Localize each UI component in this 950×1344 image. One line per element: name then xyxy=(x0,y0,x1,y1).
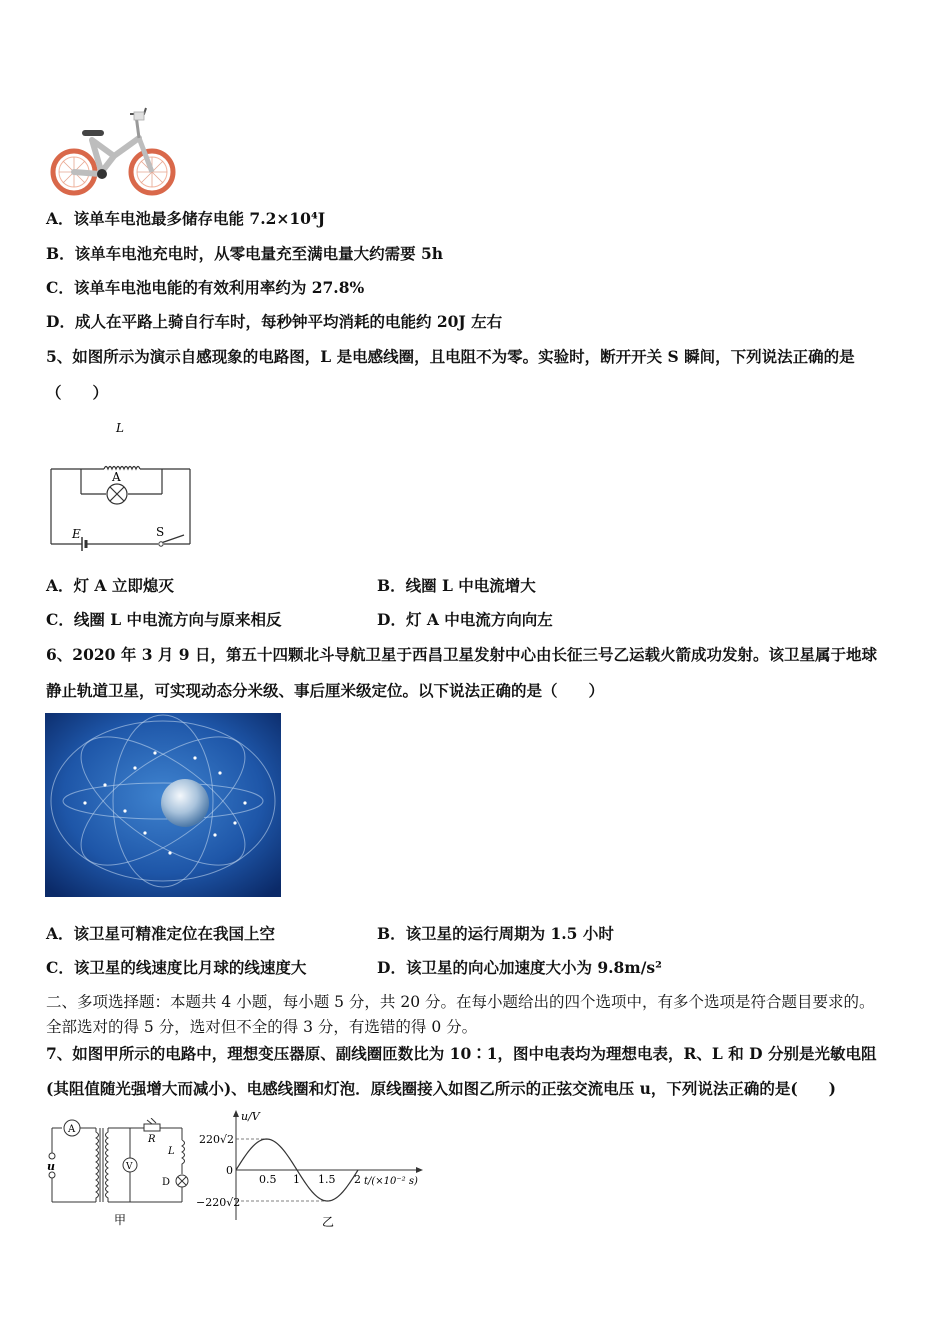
q6-stem-line2: 静止轨道卫星，可实现动态分米级、事后厘米级定位。以下说法正确的是（ ） xyxy=(46,681,605,700)
x-tick-label: 2 xyxy=(354,1173,361,1186)
label-d: D xyxy=(162,1177,171,1188)
x-axis-label: t/(×10⁻² s) xyxy=(364,1176,418,1187)
q7-stem-line1: 7、如图甲所示的电路中，理想变压器原、副线圈匝数比为 10∶1，图中电表均为理想电表，R、L 和 D 分别是光敏电阻 xyxy=(46,1044,877,1063)
y-max-label: 220√2 xyxy=(199,1133,235,1146)
q7-stem-line2: (其阻值随光强增大而减小)、电感线圈和灯泡．原线圈接入如图乙所示的正弦交流电压 u，下列说法正确的是( ) xyxy=(46,1079,837,1098)
q5-circuit-figure xyxy=(44,418,204,558)
bicycle-figure xyxy=(44,100,179,197)
label-s: S xyxy=(156,525,165,539)
label-ammeter: A xyxy=(68,1124,76,1135)
x-tick-label: 0.5 xyxy=(259,1173,277,1186)
label-e: E xyxy=(72,527,81,541)
section2-instructions-line1: 二、多项选择题：本题共 4 小题，每小题 5 分，共 20 分。在每小题给出的四个选项中，有多个选项是符合题目要求的。 xyxy=(46,993,875,1011)
q5-option-c: C．线圈 L 中电流方向与原来相反 xyxy=(46,610,282,629)
label-voltmeter: V xyxy=(126,1162,133,1172)
q5-stem-line1: 5、如图所示为演示自感现象的电路图，L 是电感线圈，且电阻不为零。实验时，断开开关 S 瞬间，下列说法正确的是 xyxy=(46,347,855,366)
q5-option-d: D．灯 A 中电流方向向左 xyxy=(377,610,553,629)
label-u: u xyxy=(47,1160,55,1173)
q5-stem-line2: （ ） xyxy=(46,383,109,402)
caption-yi: 乙 xyxy=(322,1215,335,1229)
origin-label: 0 xyxy=(226,1164,233,1177)
q6-option-a: A．该卫星可精准定位在我国上空 xyxy=(46,924,276,943)
x-tick-label: 1 xyxy=(293,1173,300,1186)
q5-option-a: A．灯 A 立即熄灭 xyxy=(46,576,174,595)
q4-option-b: B．该单车电池充电时，从零电量充至满电量大约需要 5h xyxy=(46,244,444,263)
label-r: R xyxy=(148,1134,156,1145)
y-min-label: −220√2 xyxy=(196,1196,241,1209)
label-l: L xyxy=(116,421,124,435)
q6-option-b: B．该卫星的运行周期为 1.5 小时 xyxy=(377,924,614,943)
y-axis-label: u/V xyxy=(241,1110,260,1123)
caption-jia: 甲 xyxy=(114,1213,127,1227)
q4-option-a: A．该单车电池最多储存电能 7.2×10⁴J xyxy=(46,209,326,228)
q6-stem-line1: 6、2020 年 3 月 9 日，第五十四颗北斗导航卫星于西昌卫星发射中心由长征三号乙运载火箭成功发射。该卫星属于地球 xyxy=(46,645,877,664)
q7-voltage-chart xyxy=(196,1108,426,1232)
section2-instructions-line2: 全部选对的得 5 分，选对但不全的得 3 分，有选错的得 0 分。 xyxy=(46,1018,478,1036)
bike-seat xyxy=(82,130,104,136)
x-tick-label: 1.5 xyxy=(318,1173,336,1186)
secondary-coil xyxy=(106,1128,109,1202)
q4-option-c: C．该单车电池电能的有效利用率约为 27.8% xyxy=(46,278,365,297)
q6-option-d: D．该卫星的向心加速度大小为 9.8m/s² xyxy=(377,958,662,977)
q5-option-b: B．线圈 L 中电流增大 xyxy=(377,576,536,595)
inductor-l xyxy=(182,1140,185,1174)
q4-option-d: D．成人在平路上骑自行车时，每秒钟平均消耗的电能约 20J 左右 xyxy=(46,312,503,331)
earth-globe xyxy=(161,779,209,827)
q7-circuit-jia xyxy=(44,1118,194,1230)
primary-coil xyxy=(96,1128,99,1202)
label-a: A xyxy=(112,470,121,484)
label-l: L xyxy=(168,1146,175,1157)
q6-option-c: C．该卫星的线速度比月球的线速度大 xyxy=(46,958,307,977)
photoresistor-r xyxy=(144,1124,160,1131)
switch-s-icon xyxy=(161,535,184,543)
satellite-orbit-image xyxy=(45,713,281,897)
